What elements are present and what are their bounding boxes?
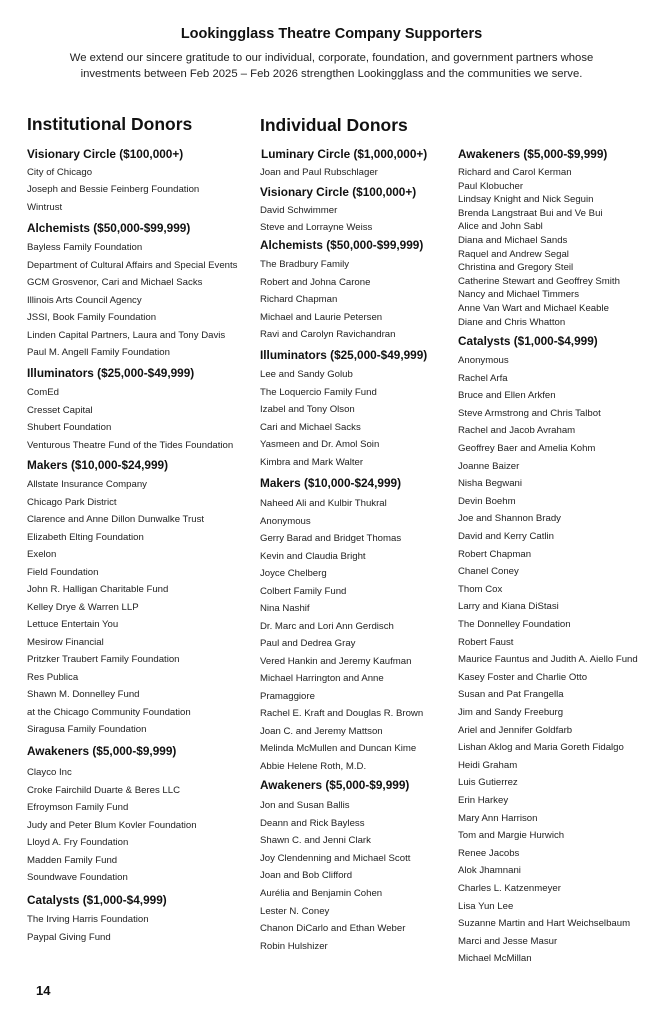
donor-name: Michael McMillan [458,953,532,965]
donor-name: Steve and Lorrayne Weiss [260,222,373,233]
donor-name: Dr. Marc and Lori Ann Gerdisch [260,620,394,632]
donor-name: Melinda McMullen and Duncan Kime [260,743,417,754]
tier-heading: Luminary Circle ($1,000,000+) [261,147,428,161]
donor-name: Marci and Jesse Masur [458,935,558,947]
donor-name: Joseph and Bessie Feinberg Foundation [27,184,200,196]
donor-name: Exelon [27,549,57,560]
tier-heading: Catalysts ($1,000-$4,999) [27,893,167,907]
donor-name: Diana and Michael Sands [458,235,568,246]
donor-name: Larry and Kiana DiStasi [458,601,559,613]
donor-name: Anonymous [458,355,509,366]
donor-name: Madden Family Fund [27,854,118,866]
tier-heading: Visionary Circle ($100,000+) [260,185,417,199]
donor-name: Pramaggiore [260,690,315,702]
donor-name: Res Publica [27,671,79,683]
donor-name: Joan and Bob Clifford [260,870,353,882]
donor-name: Susan and Pat Frangella [458,689,564,701]
donor-name: Paul and Dedrea Gray [260,638,356,649]
donor-name: Rachel Arfa [458,372,508,384]
tier-heading: Awakeners ($5,000-$9,999) [260,778,410,792]
donor-name: Lloyd A. Fry Foundation [27,837,129,848]
tier-heading: Catalysts ($1,000-$4,999) [458,334,598,348]
donor-name: John R. Halligan Charitable Fund [27,584,169,595]
donor-name: The Irving Harris Foundation [27,914,149,925]
donor-name: Paul Klobucher [458,180,524,192]
donor-name: Joan and Paul Rubschlager [260,167,378,178]
donor-name: Field Foundation [27,566,99,578]
donor-name: Catherine Stewart and Geoffrey Smith [458,275,620,287]
donor-name: Clayco Inc [27,767,72,778]
donor-name: Aurélia and Benjamin Cohen [260,888,383,899]
donor-name: Brenda Langstraat Bui and Ve Bui [458,207,603,219]
donor-name: Nancy and Michael Timmers [458,289,580,301]
donor-name: Geoffrey Baer and Amelia Kohm [458,443,596,454]
donor-name: Joy Clendenning and Michael Scott [260,852,411,864]
donor-name: Charles L. Katzenmeyer [458,883,561,894]
institutional-donors-heading: Institutional Donors [27,114,193,134]
donor-name: Deann and Rick Bayless [260,817,365,829]
donor-name: Cari and Michael Sacks [260,421,361,433]
donor-name: Nisha Begwani [458,478,522,490]
donor-name: Lettuce Entertain You [27,619,119,630]
donor-name: City of Chicago [27,167,93,178]
donor-name: Thom Cox [458,583,503,595]
donor-name: Shawn M. Donnelley Fund [27,689,140,700]
donor-name: GCM Grosvenor, Cari and Michael Sacks [27,277,203,288]
donor-name: Gerry Barad and Bridget Thomas [260,533,402,544]
donor-name: Clarence and Anne Dillon Dunwalke Trust [27,514,205,525]
donor-name: Lisa Yun Lee [458,900,514,912]
tier-heading: Awakeners ($5,000-$9,999) [458,147,608,161]
tier-heading: Alchemists ($50,000-$99,999) [260,238,424,252]
donor-name: Suzanne Martin and Hart Weichselbaum [458,918,631,930]
donor-name: Renee Jacobs [458,847,520,859]
donor-name: Chanon DiCarlo and Ethan Weber [260,923,406,935]
donor-name: Bruce and Ellen Arkfen [458,390,556,402]
donor-name: The Donnelley Foundation [458,619,571,630]
donor-name: Lishan Aklog and Maria Goreth Fidalgo [458,742,624,754]
donor-name: Siragusa Family Foundation [27,724,147,735]
tier-heading: Alchemists ($50,000-$99,999) [27,221,191,235]
donor-name: Elizabeth Elting Foundation [27,531,144,543]
donor-name: Alok Jhamnani [458,865,521,877]
donor-name: Department of Cultural Affairs and Special Events [27,259,238,271]
donor-name: Robin Hulshizer [260,940,328,952]
donor-name: David Schwimmer [260,205,338,216]
donor-name: Pritzker Traubert Family Foundation [27,654,180,665]
donor-name: Rachel E. Kraft and Douglas R. Brown [260,708,424,719]
donor-name: Michael and Laurie Petersen [260,311,383,323]
donor-name: Venturous Theatre Fund of the Tides Foundation [27,439,234,451]
donor-name: Heidi Graham [458,759,518,771]
donor-name: Richard Chapman [260,294,338,305]
donor-name: Vered Hankin and Jeremy Kaufman [260,655,412,667]
donor-name: Tom and Margie Hurwich [458,830,565,842]
donor-name: Joyce Chelberg [260,568,327,579]
donor-name: Lester N. Coney [260,905,330,917]
donor-name: Abbie Helene Roth, M.D. [260,760,367,772]
donor-name: Devin Boehm [458,495,516,507]
donor-name: Christina and Gregory Steil [458,262,574,274]
donor-name: Robert Chapman [458,548,532,560]
donor-name: Kelley Drye & Warren LLP [27,601,139,613]
donor-name: Soundwave Foundation [27,872,128,883]
donor-name: Izabel and Tony Olson [260,404,355,416]
donor-name: Robert and Johna Carone [260,276,371,288]
donor-name: Illinois Arts Council Agency [27,294,142,306]
donor-name: Alice and John Sabl [458,221,543,233]
tier-heading: Awakeners ($5,000-$9,999) [27,744,177,758]
donor-name: ComEd [27,387,59,398]
donor-name: Ravi and Carolyn Ravichandran [260,329,396,340]
donor-name: Michael Harrington and Anne [260,673,384,684]
donor-name: Jon and Susan Ballis [260,800,350,811]
donor-name: The Loquercio Family Fund [260,386,377,398]
donor-name: Allstate Insurance Company [27,479,147,490]
individual-donors-heading: Individual Donors [260,115,408,135]
donor-name: The Bradbury Family [260,259,350,270]
donor-name: Shubert Foundation [27,422,112,433]
donor-name: Jim and Sandy Freeburg [458,707,564,718]
donor-name: Chanel Coney [458,566,519,578]
donor-name: Mesirow Financial [27,636,104,648]
donor-name: Kimbra and Mark Walter [260,457,364,468]
tier-heading: Visionary Circle ($100,000+) [27,147,184,161]
donor-name: Nina Nashif [260,603,310,614]
donor-name: JSSI, Book Family Foundation [27,312,157,323]
intro-line-2: investments between Feb 2025 – Feb 2026 strengthen Lookingglass and the communities we serve. [80,68,583,80]
donor-name: Kevin and Claudia Bright [260,550,366,562]
donor-name: Chicago Park District [27,496,117,508]
donor-name: Efroymson Family Fund [27,802,129,813]
intro-line-1: We extend our sincere gratitude to our individual, corporate, foundation, and government partners whose [69,52,594,64]
donor-name: Richard and Carol Kerman [458,167,572,178]
donor-name: Raquel and Andrew Segal [458,248,569,260]
donor-name: Anne Van Wart and Michael Keable [458,303,609,314]
donor-name: Paypal Giving Fund [27,931,111,943]
donor-name: Colbert Family Fund [260,585,347,597]
donor-name: Croke Fairchild Duarte & Beres LLC [27,784,181,796]
donor-name: Bayless Family Foundation [27,242,143,253]
page-number: 14 [36,983,51,998]
donor-name: Maurice Fauntus and Judith A. Aiello Fund [458,654,638,666]
donor-name: Paul M. Angell Family Foundation [27,347,170,358]
page-title: Lookingglass Theatre Company Supporters [180,26,483,42]
donor-name: Shawn C. and Jenni Clark [260,835,371,847]
donor-name: at the Chicago Community Foundation [27,706,191,718]
donor-name: Cresset Capital [27,404,93,416]
tier-heading: Makers ($10,000-$24,999) [27,458,169,472]
tier-heading: Illuminators ($25,000-$49,999) [260,348,428,362]
donor-name: Luis Gutierrez [458,777,518,789]
donor-name: Anonymous [260,515,311,527]
donor-name: Mary Ann Harrison [458,812,538,824]
donor-name: Naheed Ali and Kulbir Thukral [260,498,387,509]
donor-name: Joanne Baizer [458,460,520,472]
donor-name: Robert Faust [458,636,514,648]
donor-name: Linden Capital Partners, Laura and Tony Davis [27,329,226,341]
donor-name: Kasey Foster and Charlie Otto [458,671,588,683]
donor-name: Yasmeen and Dr. Amol Soin [260,439,380,451]
donor-name: Steve Armstrong and Chris Talbot [458,407,601,419]
donor-name: Ariel and Jennifer Goldfarb [458,724,573,736]
tier-heading: Illuminators ($25,000-$49,999) [27,366,195,380]
tier-heading: Makers ($10,000-$24,999) [260,476,402,490]
donor-name: Lee and Sandy Golub [260,369,353,380]
donor-name: Erin Harkey [458,795,509,806]
donor-name: Judy and Peter Blum Kovler Foundation [27,819,197,831]
intro-text [50,50,613,82]
donor-name: Wintrust [27,201,63,213]
donor-name: Lindsay Knight and Nick Seguin [458,194,594,206]
donor-name: Diane and Chris Whatton [458,316,566,328]
donor-name: Joan C. and Jeremy Mattson [260,725,383,737]
donor-name: Joe and Shannon Brady [458,513,561,525]
donor-name: Rachel and Jacob Avraham [458,425,576,437]
donor-name: David and Kerry Catlin [458,531,554,542]
